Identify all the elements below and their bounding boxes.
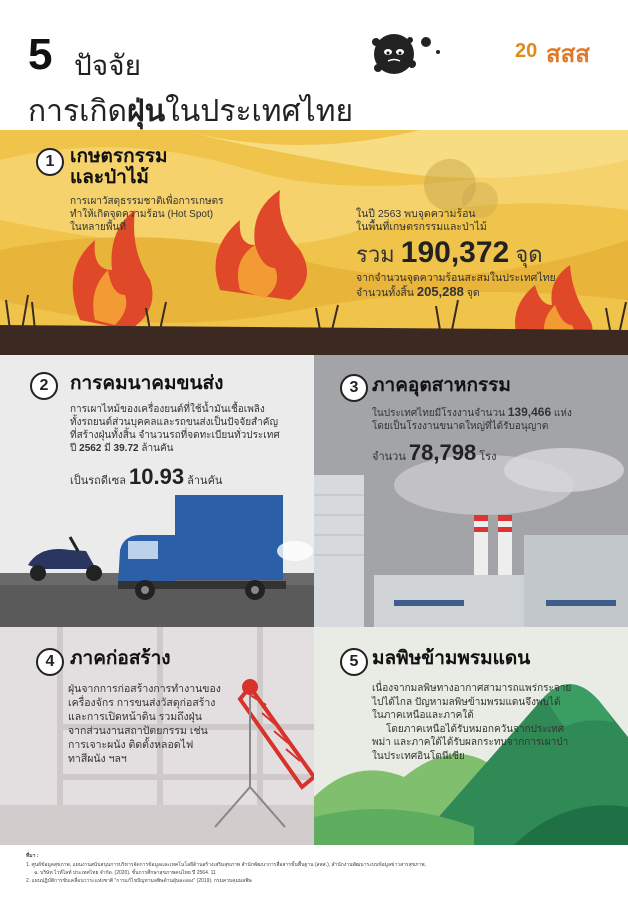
transboundary-body (372, 682, 622, 763)
logo-20-years: 20 (515, 40, 538, 62)
transport-body-line: การเผาไหม้ของเครื่องยนต์ที่ใช้น้ำมันเชื้อเพลิง (70, 404, 265, 415)
title-line2 (28, 88, 353, 135)
stat2-unit: ล้านคัน (187, 475, 223, 487)
transboundary-body-line: เนื่องจากมลพิษทางอากาศสามารถแพร่กระจาย (372, 683, 572, 694)
truck-icon (118, 495, 286, 600)
title-line1: ปัจจัย (74, 50, 141, 81)
section-number-2: 2 (30, 372, 58, 400)
industry-stat-pre: จำนวน (372, 451, 406, 463)
agriculture-body-line: ทำให้เกิดจุดความร้อน (Hot Spot) (70, 209, 214, 220)
thaihealth-logo: สสส (546, 41, 590, 68)
footer-label: ที่มา : (26, 853, 39, 859)
agriculture-body-line: ในหลายพื้นที่ (70, 222, 126, 233)
transboundary-body-line: พม่า และภาคใต้ได้รับผลกระทบจากการเผาป่า (372, 737, 569, 748)
industry-body1-val: 139,466 (507, 405, 552, 419)
agriculture-stat-pre: รวม (356, 242, 395, 267)
agriculture-stat-note (356, 272, 606, 300)
title-dust: ฝุ่น (127, 95, 166, 128)
construction-body-line: ทาสีผนัง ฯลฯ (68, 753, 127, 765)
industry-stat-unit: โรง (479, 451, 497, 463)
section-number-5: 5 (340, 648, 368, 676)
footer-ref1: 1. ศูนย์ข้อมูลสุขภาพ, แผนงานสนับสนุนการบริหารจัดการข้อมูลและเทคโนโลยีด้านสร้างเสริมสุขภาพ สำนักพัฒนาการสื่อสารขั้นพื้นฐาน (สสส.), สำนักงานพัฒนาระบบข้อมูลข่าวสารสุขภาพ, (26, 862, 426, 868)
section-title-construction: ภาคก่อสร้าง (70, 648, 171, 669)
stat1-year: 2562 (79, 443, 102, 454)
agriculture-stat-intro (356, 208, 596, 234)
construction-body-line: และการเปิดหน้าดิน รวมถึงฝุ่น (68, 711, 202, 723)
title-post: ในประเทศไทย (165, 95, 354, 128)
construction-body-line: การเจาะผนัง ติดตั้งหลอดไฟ (68, 739, 194, 751)
stat1-val: 39.72 (113, 443, 139, 454)
agriculture-hotspot-total (356, 236, 543, 272)
construction-body-line: เครื่องจักร การขนส่งวัสดุก่อสร้าง (68, 697, 216, 709)
agriculture-body (70, 195, 270, 234)
title-pre: การเกิด (28, 95, 128, 128)
stat2-pre: เป็นรถดีเซล (70, 475, 126, 487)
section-title-agriculture-l1: เกษตรกรรม (70, 146, 168, 167)
industry-stat (372, 440, 496, 466)
industry-body-line1 (372, 406, 622, 420)
construction-body-line: ฝุ่นจากการก่อสร้างการทำงานของ (68, 683, 221, 695)
transboundary-body-line: ในประเทศอินโดนีเซีย (372, 750, 465, 762)
stat2-val: 10.93 (129, 464, 185, 489)
stat1-unit: ล้านคัน (141, 443, 174, 454)
section-title-transport: การคมนาคมขนส่ง (70, 373, 224, 394)
transport-stat1 (70, 442, 310, 455)
agriculture-stat-unit: จุด (515, 242, 543, 267)
industry-body1-pre: ในประเทศไทยมีโรงงานจำนวน (372, 408, 505, 419)
transport-body-line: ที่สร้างฝุ่นทั้งสิ้น จำนวนรถที่จดทะเบียนทั่วประเทศ (70, 430, 280, 441)
section-number-3: 3 (340, 374, 368, 402)
agriculture-stat-intro-line: ในพื้นที่เกษตรกรรมและป่าไม้ (356, 221, 487, 233)
construction-body-line: จากส่วนงานสถาปัตยกรรม เช่น (68, 725, 208, 737)
industry-body1-unit: แห่ง (553, 408, 572, 419)
section-title-agriculture (70, 146, 168, 188)
references-footer (0, 845, 628, 900)
section-number-1: 1 (36, 148, 64, 176)
footer-ref2: 2. แผนปฏิบัติการขับเคลื่อนวาระแห่งชาติ "การแก้ไขปัญหามลพิษด้านฝุ่นละออง" (2019). กรมควบคุมมลพิษ (26, 878, 252, 884)
transboundary-body-line: ไปได้ไกล ปัญหามลพิษข้ามพรมแดนจึงพบได้ (372, 696, 561, 708)
transboundary-body-line: ในภาคเหนือและภาคใต้ (372, 710, 474, 721)
agriculture-stat-note2 (356, 285, 606, 300)
section-title-transboundary: มลพิษข้ามพรมแดน (372, 648, 531, 669)
stat1-mid: มี (104, 443, 111, 454)
section-number-4: 4 (36, 648, 64, 676)
note2-unit: จุด (466, 287, 480, 299)
agriculture-stat-value: 190,372 (400, 236, 510, 269)
agriculture-stat-intro-line: ในปี 2563 พบจุดความร้อน (356, 208, 476, 220)
note2-val: 205,288 (416, 284, 464, 299)
transboundary-body-line: โดยภาคเหนือได้รับหมอกควันจากประเทศ (386, 723, 565, 735)
stat1-pre: ปี (70, 443, 77, 454)
agriculture-body-line: การเผาวัสดุธรรมชาติเพื่อการเกษตร (70, 196, 224, 207)
agriculture-stat-note1: จากจำนวนจุดความร้อนสะสมในประเทศไทย (356, 272, 556, 284)
header (0, 0, 628, 130)
construction-body (68, 682, 248, 766)
industry-body-line2: โดยเป็นโรงงานขนาดใหญ่ที่ได้รับอนุญาต (372, 421, 549, 432)
section-title-industry: ภาคอุตสาหกรรม (372, 375, 511, 396)
transport-body (70, 403, 310, 455)
section-title-agriculture-l2: และป่าไม้ (70, 167, 149, 188)
note2-pre: จำนวนทั้งสิ้น (356, 287, 414, 299)
title-number: 5 (28, 30, 53, 79)
transport-stat2 (70, 464, 222, 490)
industry-body (372, 406, 622, 433)
industry-stat-val: 78,798 (408, 440, 477, 465)
transport-body-line: ทั้งรถยนต์ส่วนบุคคลและรถขนส่งเป็นปัจจัยสำคัญ (70, 417, 278, 428)
footer-ref1b: ฉ. บริษัท ไวท์ไลท์ ประเทศไทย จำกัด. (2020). ชั้นการศึกษาสุขภาพคนไทย ปี 2564. 11 (34, 870, 216, 876)
dust-mascot-icon (366, 30, 446, 80)
